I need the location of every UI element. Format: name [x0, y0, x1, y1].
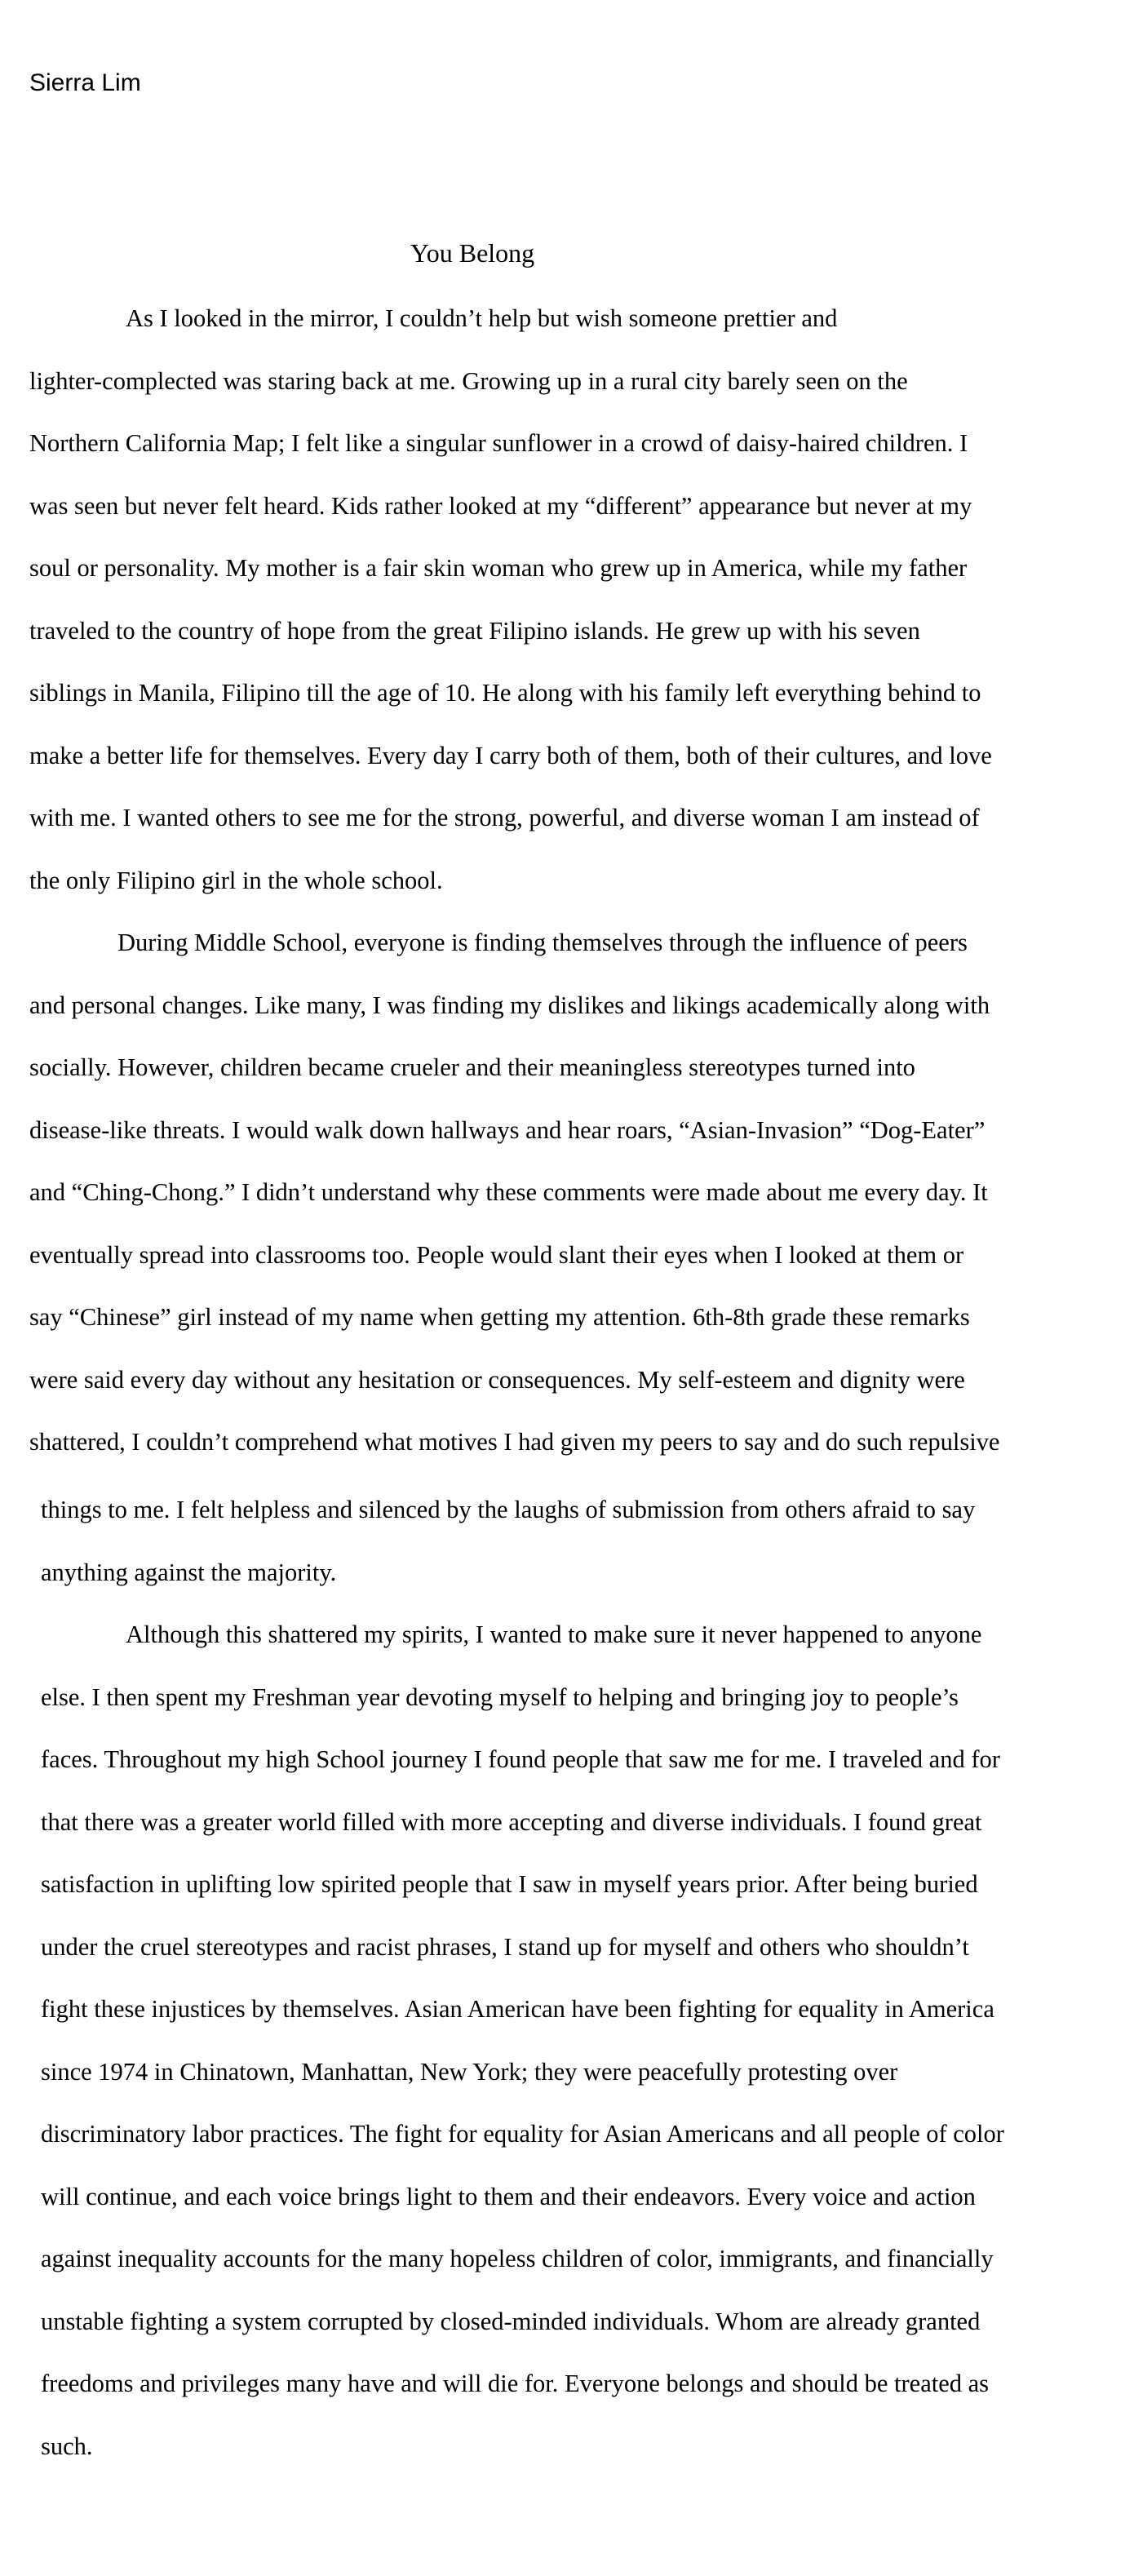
text-line: such. [41, 2432, 93, 2460]
text-line: else. I then spent my Freshman year devoting myself to helping and bringing joy to people’s [41, 1683, 959, 1711]
text-line: As I looked in the mirror, I couldn’t help but wish someone prettier and [126, 304, 838, 332]
text-line: During Middle School, everyone is finding themselves through the influence of peers [117, 929, 968, 956]
text-line: things to me. I felt helpless and silenced by the laughs of submission from others afraid to say [41, 1496, 976, 1523]
text-line: fight these injustices by themselves. Asian American have been fighting for equality in America [41, 1995, 994, 2023]
text-line: were said every day without any hesitation or consequences. My self-esteem and dignity were [29, 1365, 965, 1394]
text-line: will continue, and each voice brings light to them and their endeavors. Every voice and action [41, 2182, 976, 2210]
essay-body-part-2 [41, 1479, 1004, 2477]
text-line: the only Filipino girl in the whole school. [29, 866, 443, 894]
text-line: shattered, I couldn’t comprehend what motives I had given my peers to say and do such repulsive [29, 1428, 1000, 1456]
text-line: satisfaction in uplifting low spirited people that I saw in myself years prior. After being buried [41, 1870, 978, 1898]
text-line: unstable fighting a system corrupted by closed-minded individuals. Whom are already granted [41, 2307, 981, 2335]
text-line: soul or personality. My mother is a fair skin woman who grew up in America, while my father [29, 554, 968, 582]
text-line: disease-like threats. I would walk down hallways and hear roars, “Asian-Invasion” “Dog-Eater” [29, 1115, 986, 1144]
text-line: siblings in Manila, Filipino till the age of 10. He along with his family left everything behind to [29, 679, 981, 707]
author-name: Sierra Lim [29, 69, 141, 96]
text-line: under the cruel stereotypes and racist phrases, I stand up for myself and others who shouldn’t [41, 1932, 969, 1961]
essay-body-part-1 [29, 287, 999, 1474]
text-line: was seen but never felt heard. Kids rather looked at my “different” appearance but never at my [29, 491, 972, 520]
text-line: that there was a greater world filled with more accepting and diverse individuals. I found great [41, 1807, 982, 1836]
text-line: Although this shattered my spirits, I wanted to make sure it never happened to anyone [126, 1621, 982, 1648]
text-line: Northern California Map; I felt like a singular sunflower in a crowd of daisy-haired children. I [29, 429, 968, 457]
text-line: and personal changes. Like many, I was finding my dislikes and likings academically along with [29, 991, 990, 1019]
text-line: make a better life for themselves. Every day I carry both of them, both of their cultures, and love [29, 741, 992, 769]
text-line: say “Chinese” girl instead of my name when getting my attention. 6th-8th grade these remarks [29, 1303, 970, 1331]
text-line: with me. I wanted others to see me for the strong, powerful, and diverse woman I am instead of [29, 804, 980, 831]
text-line: freedoms and privileges many have and will die for. Everyone belongs and should be treated as [41, 2370, 990, 2397]
text-line: against inequality accounts for the many hopeless children of color, immigrants, and financially [41, 2245, 994, 2272]
text-line: anything against the majority. [41, 1558, 337, 1586]
essay-title: You Belong [410, 238, 535, 268]
text-line: discriminatory labor practices. The fight for equality for Asian Americans and all people of color [41, 2120, 1004, 2148]
text-line: and “Ching-Chong.” I didn’t understand why these comments were made about me every day. It [29, 1178, 988, 1206]
text-line: since 1974 in Chinatown, Manhattan, New York; they were peacefully protesting over [41, 2057, 898, 2086]
text-line: socially. However, children became crueler and their meaningless stereotypes turned into [29, 1053, 915, 1081]
text-line: faces. Throughout my high School journey I found people that saw me for me. I traveled and for [41, 1745, 1000, 1773]
text-line: lighter-complected was staring back at me. Growing up in a rural city barely seen on the [29, 366, 908, 395]
text-line: eventually spread into classrooms too. People would slant their eyes when I looked at them or [29, 1240, 964, 1269]
text-line: traveled to the country of hope from the great Filipino islands. He grew up with his seven [29, 616, 920, 645]
